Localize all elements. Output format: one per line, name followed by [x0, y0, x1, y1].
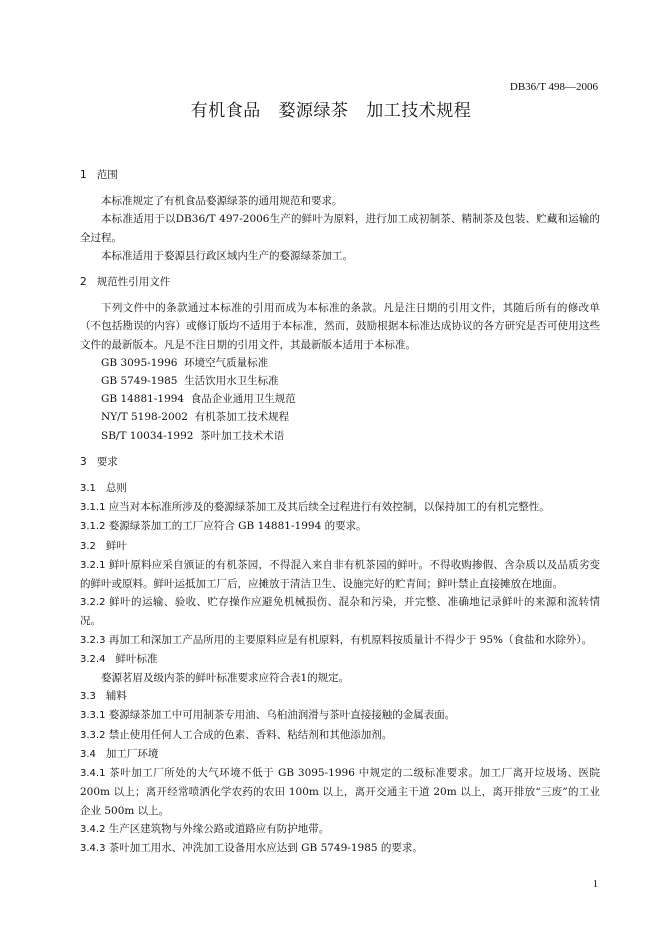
clause-number: 3.1: [80, 483, 96, 495]
paragraph: 下列文件中的条款通过本标准的引用而成为本标准的条款。凡是注日期的引用文件，其随后所有的修改单（不包括勘误的内容）或修订版均不适用于本标准，然而，鼓励根据本标准达成协议的各方研究是否可使用这些文件的最新版本。凡是不注日期的引用文件，其最新版本适用于本标准。: [80, 302, 600, 351]
paragraph: 婺源茗眉及级内茶的鲜叶标准要求应符合表1的规定。: [101, 672, 350, 685]
clause-number: 3.4.3: [80, 842, 106, 854]
clause-number: 3.2.4: [80, 653, 106, 665]
clause-text: 禁止使用任何人工合成的色素、香料、粘结剂和其他添加剂。: [108, 728, 393, 741]
paragraph: 本标准规定了有机食品婺源绿茶的通用规范和要求。: [101, 195, 343, 208]
reference-item: SB/T 10034-1992 茶叶加工技术术语: [101, 429, 285, 442]
document-title: 有机食品 婺源绿茶 加工技术规程: [190, 101, 472, 121]
clause-text: 应当对本标准所涉及的婺源绿茶加工及其后续全过程进行有效控制，以保持加工的有机完整性。: [108, 501, 550, 514]
clause: [80, 593, 600, 630]
section-heading-requirements: 3 要求: [80, 455, 118, 468]
clause: [80, 820, 600, 839]
clause-number: 3.2.3: [80, 634, 106, 646]
reference-item: GB 14881-1994 食品企业通用卫生规范: [101, 393, 296, 406]
page-number: 1: [592, 879, 598, 890]
clause-text: 婺源绿茶加工中可用制茶专用油、乌桕油润滑与茶叶直接接触的金属表面。: [108, 709, 456, 722]
clause: [80, 726, 600, 745]
clause-label: 加工厂环境: [105, 747, 159, 760]
subsection-heading: [80, 479, 600, 498]
clause-number: 3.3.1: [80, 710, 106, 722]
standard-number: DB36/T 498—2006: [509, 81, 598, 93]
clause-number: 3.4: [80, 748, 96, 760]
clause-number: 3.2.1: [80, 559, 106, 571]
subsection-heading: [80, 650, 600, 669]
document-body: [80, 166, 600, 858]
clause-number: 3.3: [80, 691, 96, 703]
reference-item: NY/T 5198-2002 有机茶加工技术规程: [101, 411, 290, 424]
clause: [80, 764, 600, 820]
clause-text: 生产区建筑物与外缘公路或道路应有防护地带。: [108, 822, 330, 835]
clause-label: 总则: [105, 482, 127, 495]
subsection-heading: [80, 745, 600, 764]
clause: [80, 498, 600, 517]
clause-number: 3.4.2: [80, 823, 106, 835]
clause-text: 婺源绿茶加工的工厂应符合 GB 14881-1994 的要求。: [108, 520, 367, 533]
clause-number: 3.2: [80, 540, 96, 552]
clause-number: 3.1.1: [80, 502, 106, 514]
subsection-heading: [80, 687, 600, 706]
clause-number: 3.4.1: [80, 768, 106, 780]
clause-text: 茶叶加工厂所处的大气环境不低于 GB 3095-1996 中规定的二级标准要求。加工厂离开垃圾场、医院 200m 以上；离开经常喷洒化学农药的农田 100m 以上，离开交通主干道 20m 以上，离开排放“三废”的工业企业 500m 以上。: [80, 767, 600, 817]
clause-label: 鲜叶: [105, 539, 127, 552]
clause-text: 再加工和深加工产品所用的主要原料应是有机原料，有机原料按质量计不得少于 95%（食盐和水除外）。: [108, 633, 593, 646]
clause-label: 鲜叶标准: [115, 652, 158, 665]
paragraph: 本标准适用于以DB36/T 497-2006生产的鲜叶为原料，进行加工成初制茶、精制茶及包装、贮藏和运输的全过程。: [80, 213, 600, 244]
clause-text: 鲜叶的运输、验收、贮存操作应避免机械损伤、混杂和污染，并完整、准确地记录鲜叶的来源和流转情况。: [80, 596, 601, 628]
section-heading-scope: 1 范围: [80, 169, 118, 181]
clause: [80, 556, 600, 593]
clause: [80, 706, 600, 725]
clause-text: 鲜叶原料应采自颁证的有机茶园，不得混入来自非有机茶园的鲜叶。不得收购掺假、含杂质以及品质劣变的鲜叶或原料。鲜叶运抵加工厂后，应摊放于清洁卫生、设施完好的贮青间；鲜叶禁止直接摊放在地面。: [80, 558, 601, 591]
clause-number: 3.1.2: [80, 521, 106, 533]
reference-item: GB 3095-1996 环境空气质量标准: [101, 356, 269, 369]
clause-number: 3.3.2: [80, 729, 106, 741]
clause: [80, 631, 600, 650]
clause-text: 茶叶加工用水、冲洗加工设备用水应达到 GB 5749-1985 的要求。: [108, 841, 423, 854]
section-heading-normative-references: 2 规范性引用文件: [80, 276, 171, 289]
clause-number: 3.2.2: [80, 597, 106, 609]
subsection-heading: [80, 537, 600, 556]
clause: [80, 839, 600, 858]
paragraph: 本标准适用于婺源县行政区域内生产的婺源绿茶加工。: [101, 249, 353, 262]
reference-item: GB 5749-1985 生活饮用水卫生标准: [101, 375, 279, 388]
clause: [80, 517, 600, 536]
clause-label: 辅料: [105, 690, 127, 703]
